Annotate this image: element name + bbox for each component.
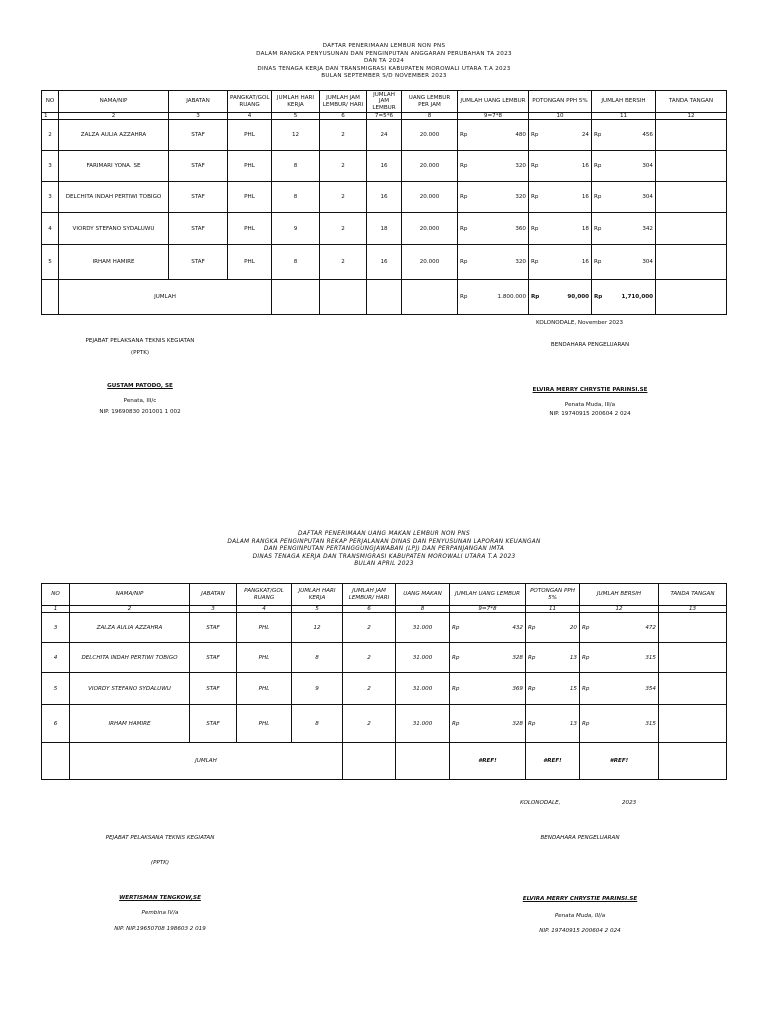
row-no: 2	[42, 120, 59, 151]
row-days: 12	[292, 613, 343, 643]
row-signature	[656, 151, 727, 182]
signer-name: ELVIRA MERRY CHRYSTIE PARINSI.SE	[522, 896, 638, 902]
currency-label: Rp	[594, 194, 602, 200]
row-days: 8	[292, 643, 343, 673]
row-name: DELCHITA INDAH PERTIWI TOBIGO	[70, 643, 190, 673]
signer-role-abbrev: (PPTK)	[130, 350, 150, 356]
col-header: JUMLAH UANG LEMBUR	[458, 91, 529, 113]
amount-value: 320	[515, 194, 526, 200]
amount-value: 320	[515, 259, 526, 265]
row-signature	[656, 213, 727, 245]
doc2-title-line: DAN PENGINPUTAN PERTANGGUNGJAWABAN (LPJ) DAN PERPANJANGAN IMTA	[263, 546, 505, 553]
amount-value: 369	[512, 685, 523, 692]
currency-label: Rp	[528, 685, 536, 692]
col-header: JUMLAH HARI KERJA	[272, 91, 320, 113]
row-tax	[529, 213, 592, 245]
index-cell: 1	[42, 113, 59, 120]
tax-value: 20	[569, 624, 577, 631]
currency-label: Rp	[531, 225, 539, 232]
total-amount	[458, 280, 529, 315]
row-no: 6	[42, 705, 70, 743]
col-header: JUMLAH JAM LEMBUR	[367, 91, 402, 113]
currency-label: Rp	[460, 259, 468, 265]
currency-label: Rp	[460, 294, 468, 300]
row-hours-per-day: 2	[320, 120, 367, 151]
row-position: STAF	[169, 182, 228, 213]
row-tax	[526, 613, 580, 643]
row-meal: 31.000	[396, 613, 450, 643]
row-position: STAF	[190, 673, 237, 705]
table-row	[42, 213, 727, 245]
doc1-title-line: BULAN SEPTEMBER S/D NOVEMBER 2023	[321, 73, 447, 80]
row-amount	[458, 120, 529, 151]
doc2-title-line: DAFTAR PENERIMAAN UANG MAKAN LEMBUR NON PNS	[298, 531, 470, 537]
col-header: NO	[42, 91, 59, 113]
col-header: JUMLAH JAM LEMBUR/ HARI	[320, 91, 367, 113]
row-rate: 20.000	[402, 120, 458, 151]
total-no	[42, 743, 70, 780]
net-value: 342	[642, 225, 653, 232]
row-signature	[656, 182, 727, 213]
amount-value: 328	[512, 654, 523, 661]
row-tax	[529, 182, 592, 213]
row-hours-per-day: 2	[343, 705, 396, 743]
tax-value: 13	[569, 720, 577, 727]
doc2-title-line: DINAS TENAGA KERJA DAN TRANSMIGRASI KABUPATEN MOROWALI UTARA T.A 2023	[252, 553, 516, 560]
col-header: UANG LEMBUR PER JAM	[402, 91, 458, 113]
row-amount	[458, 245, 529, 280]
row-rank: PHL	[237, 613, 292, 643]
row-signature	[659, 705, 727, 743]
col-header: NO	[42, 584, 70, 606]
currency-label: Rp	[460, 163, 468, 169]
tax-value: 18	[581, 225, 589, 232]
index-cell: 8	[402, 113, 458, 120]
table-row	[42, 613, 727, 643]
signer-role: BENDAHARA PENGELUARAN	[540, 835, 620, 841]
doc2-left-signature	[80, 835, 240, 932]
doc2-header-row	[42, 584, 727, 606]
col-header: PANGKAT/GOL RUANG	[237, 584, 292, 606]
index-cell: 6	[343, 606, 396, 613]
index-cell: 10	[529, 113, 592, 120]
row-tax	[529, 120, 592, 151]
currency-label: Rp	[460, 194, 468, 200]
doc1-title	[0, 43, 768, 81]
index-cell: 1	[42, 606, 70, 613]
row-no: 5	[42, 245, 59, 280]
row-days: 8	[272, 151, 320, 182]
col-header: JABATAN	[190, 584, 237, 606]
signer-nip: NIP. NIP.19650708 198603 2 019	[114, 926, 206, 932]
index-cell: 4	[237, 606, 292, 613]
row-name: DELCHITA INDAH PERTIWI TOBIGO	[59, 182, 169, 213]
row-net	[592, 151, 656, 182]
col-header: TANDA TANGAN	[656, 91, 727, 113]
col-header: PANGKAT/GOL RUANG	[228, 91, 272, 113]
net-value: 315	[645, 654, 656, 661]
tax-value: 24	[581, 132, 589, 138]
index-cell: 3	[190, 606, 237, 613]
row-tax	[526, 705, 580, 743]
row-name: VIORDY STEFANO SYDALUWU	[59, 213, 169, 245]
doc1-title-line: DAFTAR PENERIMAAN LEMBUR NON PNS	[322, 43, 446, 49]
signer-nip: NIP. 19740915 200604 2 024	[549, 411, 631, 417]
row-rank: PHL	[228, 182, 272, 213]
total-signature	[656, 280, 727, 315]
doc1-table	[41, 90, 727, 315]
row-rank: PHL	[237, 643, 292, 673]
signer-name: WERTISMAN TENGKOW,SE	[119, 895, 201, 901]
currency-label: Rp	[452, 654, 460, 661]
row-position: STAF	[169, 213, 228, 245]
row-net	[580, 673, 659, 705]
currency-label: Rp	[582, 720, 590, 727]
row-rate: 20.000	[402, 182, 458, 213]
tax-value: 16	[581, 259, 589, 265]
total-tax-value: 90,000	[567, 294, 589, 300]
index-cell: 13	[659, 606, 727, 613]
col-header: JUMLAH HARI KERJA	[292, 584, 343, 606]
doc1-title-line: DINAS TENAGA KERJA DAN TRANSMIGRASI KABUPATEN MOROWALI UTARA T.A 2023	[257, 65, 511, 72]
row-hours-per-day: 2	[343, 613, 396, 643]
table-row	[42, 705, 727, 743]
net-value: 472	[645, 624, 656, 631]
signer-rank: Penata, III/c	[123, 398, 157, 404]
row-meal: 31.000	[396, 643, 450, 673]
row-hours-per-day: 2	[320, 182, 367, 213]
amount-value: 328	[512, 720, 523, 727]
total-empty	[343, 743, 396, 780]
row-amount	[450, 643, 526, 673]
row-rate: 20.000	[402, 245, 458, 280]
currency-label: Rp	[594, 163, 602, 169]
signer-role: BENDAHARA PENGELUARAN	[550, 342, 630, 348]
tax-value: 15	[569, 685, 577, 692]
table-row	[42, 673, 727, 705]
doc2-table	[41, 583, 727, 780]
currency-label: Rp	[582, 654, 590, 661]
currency-label: Rp	[594, 132, 602, 138]
tax-value: 16	[581, 163, 589, 169]
currency-label: Rp	[531, 259, 539, 265]
index-cell: 8	[396, 606, 450, 613]
currency-label: Rp	[452, 624, 460, 631]
currency-label: Rp	[582, 624, 590, 631]
table-row	[42, 120, 727, 151]
row-days: 9	[272, 213, 320, 245]
row-no: 3	[42, 151, 59, 182]
col-header: UANG MAKAN	[396, 584, 450, 606]
total-amount: #REF!	[450, 743, 526, 780]
doc1-index-row	[42, 113, 727, 120]
currency-label: Rp	[531, 194, 539, 200]
row-hours-per-day: 2	[320, 151, 367, 182]
row-signature	[659, 673, 727, 705]
table-row	[42, 245, 727, 280]
row-position: STAF	[190, 613, 237, 643]
row-days: 8	[292, 705, 343, 743]
total-empty	[367, 280, 402, 315]
row-rank: PHL	[228, 245, 272, 280]
doc2-title-line: BULAN APRIL 2023	[354, 561, 414, 568]
row-no: 3	[42, 613, 70, 643]
row-position: STAF	[190, 643, 237, 673]
row-rate: 20.000	[402, 213, 458, 245]
index-cell: 9=7*8	[450, 606, 526, 613]
tax-value: 16	[581, 194, 589, 200]
currency-label: Rp	[531, 163, 539, 169]
row-tax	[529, 245, 592, 280]
row-signature	[659, 613, 727, 643]
row-net	[592, 213, 656, 245]
row-name: ZALZA AULIA AZZAHRA	[70, 613, 190, 643]
index-cell: 6	[320, 113, 367, 120]
table-row	[42, 182, 727, 213]
index-cell: 4	[228, 113, 272, 120]
row-no: 3	[42, 182, 59, 213]
row-name: FARIMARI YONA. SE	[59, 151, 169, 182]
amount-value: 432	[512, 624, 523, 631]
row-hours: 16	[367, 151, 402, 182]
total-no	[42, 280, 59, 315]
doc1-place-date: KOLONODALE, November 2023	[536, 320, 624, 326]
row-name: VIORDY STEFANO SYDALUWU	[70, 673, 190, 705]
currency-label: Rp	[594, 259, 602, 265]
row-net	[592, 182, 656, 213]
row-days: 8	[272, 245, 320, 280]
row-rank: PHL	[228, 151, 272, 182]
row-hours-per-day: 2	[320, 245, 367, 280]
row-signature	[656, 120, 727, 151]
total-empty	[402, 280, 458, 315]
col-header: JUMLAH BERSIH	[592, 91, 656, 113]
row-hours-per-day: 2	[320, 213, 367, 245]
row-hours: 16	[367, 245, 402, 280]
net-value: 315	[645, 720, 656, 727]
row-tax	[526, 643, 580, 673]
col-header: TANDA TANGAN	[659, 584, 727, 606]
amount-value: 320	[515, 163, 526, 169]
currency-label: Rp	[531, 132, 539, 138]
table-row	[42, 643, 727, 673]
currency-label: Rp	[452, 685, 460, 692]
row-position: STAF	[169, 151, 228, 182]
row-rank: PHL	[237, 673, 292, 705]
currency-label: Rp	[528, 624, 536, 631]
row-no: 5	[42, 673, 70, 705]
currency-label: Rp	[582, 685, 590, 692]
row-net	[592, 120, 656, 151]
index-cell: 11	[526, 606, 580, 613]
row-amount	[458, 151, 529, 182]
row-name: IRHAM HAMIRE	[59, 245, 169, 280]
col-header: JUMLAH UANG LEMBUR	[450, 584, 526, 606]
total-net-value: 1,710,000	[621, 294, 653, 300]
net-value: 456	[642, 132, 653, 138]
signer-name: GUSTAM PATODO, SE	[107, 383, 173, 389]
row-hours: 16	[367, 182, 402, 213]
row-tax	[526, 673, 580, 705]
currency-label: Rp	[531, 294, 540, 300]
signer-role: PEJABAT PELAKSANA TEKNIS KEGIATAN	[105, 835, 215, 841]
doc1-left-signature	[60, 338, 220, 415]
col-header: JUMLAH BERSIH	[580, 584, 659, 606]
tax-value: 13	[569, 654, 577, 661]
row-amount	[458, 213, 529, 245]
row-signature	[659, 643, 727, 673]
row-amount	[450, 705, 526, 743]
index-cell: 3	[169, 113, 228, 120]
row-net	[592, 245, 656, 280]
row-hours: 24	[367, 120, 402, 151]
row-rank: PHL	[228, 120, 272, 151]
total-label: JUMLAH	[59, 280, 272, 315]
net-value: 304	[642, 163, 653, 169]
total-row	[42, 280, 727, 315]
signer-nip: NIP. 19690830 201001 1 002	[99, 409, 181, 415]
total-tax: #REF!	[526, 743, 580, 780]
row-name: ZALZA AULIA AZZAHRA	[59, 120, 169, 151]
row-hours-per-day: 2	[343, 643, 396, 673]
signer-rank: Penata Muda, III/a	[554, 913, 606, 919]
row-tax	[529, 151, 592, 182]
signer-role-abbrev: (PPTK)	[150, 860, 170, 866]
doc2-title-line: DALAM RANGKA PENGINPUTAN REKAP PERJALANAN DINAS DAN PENYUSUNAN LAPORAN KEUANGAN	[227, 538, 541, 545]
doc1-header-row	[42, 91, 727, 113]
currency-label: Rp	[460, 225, 468, 232]
currency-label: Rp	[594, 225, 602, 232]
row-name: IRHAM HAMIRE	[70, 705, 190, 743]
row-meal: 31.000	[396, 705, 450, 743]
index-cell: 5	[292, 606, 343, 613]
amount-value: 480	[515, 132, 526, 138]
row-position: STAF	[169, 245, 228, 280]
row-net	[580, 613, 659, 643]
row-meal: 31.000	[396, 673, 450, 705]
index-cell: 5	[272, 113, 320, 120]
net-value: 354	[645, 685, 656, 692]
index-cell: 12	[580, 606, 659, 613]
total-tax	[529, 280, 592, 315]
row-amount	[450, 673, 526, 705]
total-amount-value: 1.800.000	[497, 294, 526, 300]
index-cell: 11	[592, 113, 656, 120]
doc1-right-signature	[505, 342, 675, 417]
currency-label: Rp	[452, 720, 460, 727]
total-empty	[320, 280, 367, 315]
row-days: 12	[272, 120, 320, 151]
index-cell: 9=7*8	[458, 113, 529, 120]
doc2-title	[0, 531, 768, 569]
col-header: POTONGAN PPH 5%	[529, 91, 592, 113]
net-value: 304	[642, 259, 653, 265]
row-no: 4	[42, 213, 59, 245]
row-rank: PHL	[237, 705, 292, 743]
col-header: NAMA/NIP	[59, 91, 169, 113]
row-hours-per-day: 2	[343, 673, 396, 705]
doc2-index-row	[42, 606, 727, 613]
signer-rank: Pembina IV/a	[141, 910, 179, 916]
total-net: #REF!	[580, 743, 659, 780]
total-label: JUMLAH	[70, 743, 343, 780]
col-header: JUMLAH JAM LEMBUR/ HARI	[343, 584, 396, 606]
net-value: 304	[642, 194, 653, 200]
row-position: STAF	[190, 705, 237, 743]
row-net	[580, 705, 659, 743]
amount-value: 360	[515, 225, 526, 232]
total-row	[42, 743, 727, 780]
doc2-right-signature	[495, 835, 665, 934]
currency-label: Rp	[460, 132, 468, 138]
col-header: JABATAN	[169, 91, 228, 113]
signer-role: PEJABAT PELAKSANA TEKNIS KEGIATAN	[85, 338, 195, 344]
doc2-year: 2023	[622, 800, 637, 806]
index-cell: 12	[656, 113, 727, 120]
signer-nip: NIP. 19740915 200604 2 024	[539, 928, 621, 934]
row-days: 9	[292, 673, 343, 705]
signer-name: ELVIRA MERRY CHRYSTIE PARINSI.SE	[532, 387, 648, 393]
index-cell: 2	[59, 113, 169, 120]
total-signature	[659, 743, 727, 780]
row-position: STAF	[169, 120, 228, 151]
currency-label: Rp	[528, 654, 536, 661]
row-amount	[458, 182, 529, 213]
index-cell: 2	[70, 606, 190, 613]
doc1-title-line: DALAM RANGKA PENYUSUNAN DAN PENGINPUTAN ANGGARAN PERUBAHAN TA 2023	[256, 50, 512, 57]
doc2-place: KOLONODALE,	[520, 800, 561, 806]
signer-rank: Penata Muda, III/a	[564, 402, 616, 408]
total-empty	[272, 280, 320, 315]
row-no: 4	[42, 643, 70, 673]
row-amount	[450, 613, 526, 643]
col-header: POTONGAN PPH 5%	[526, 584, 580, 606]
index-cell: 7=5*6	[367, 113, 402, 120]
total-empty	[396, 743, 450, 780]
row-rate: 20.000	[402, 151, 458, 182]
col-header: NAMA/NIP	[70, 584, 190, 606]
row-signature	[656, 245, 727, 280]
total-net	[592, 280, 656, 315]
currency-label: Rp	[528, 720, 536, 727]
row-net	[580, 643, 659, 673]
doc1-title-line: DAN TA 2024	[363, 58, 405, 65]
table-row	[42, 151, 727, 182]
currency-label: Rp	[594, 294, 603, 300]
row-rank: PHL	[228, 213, 272, 245]
row-days: 8	[272, 182, 320, 213]
row-hours: 18	[367, 213, 402, 245]
